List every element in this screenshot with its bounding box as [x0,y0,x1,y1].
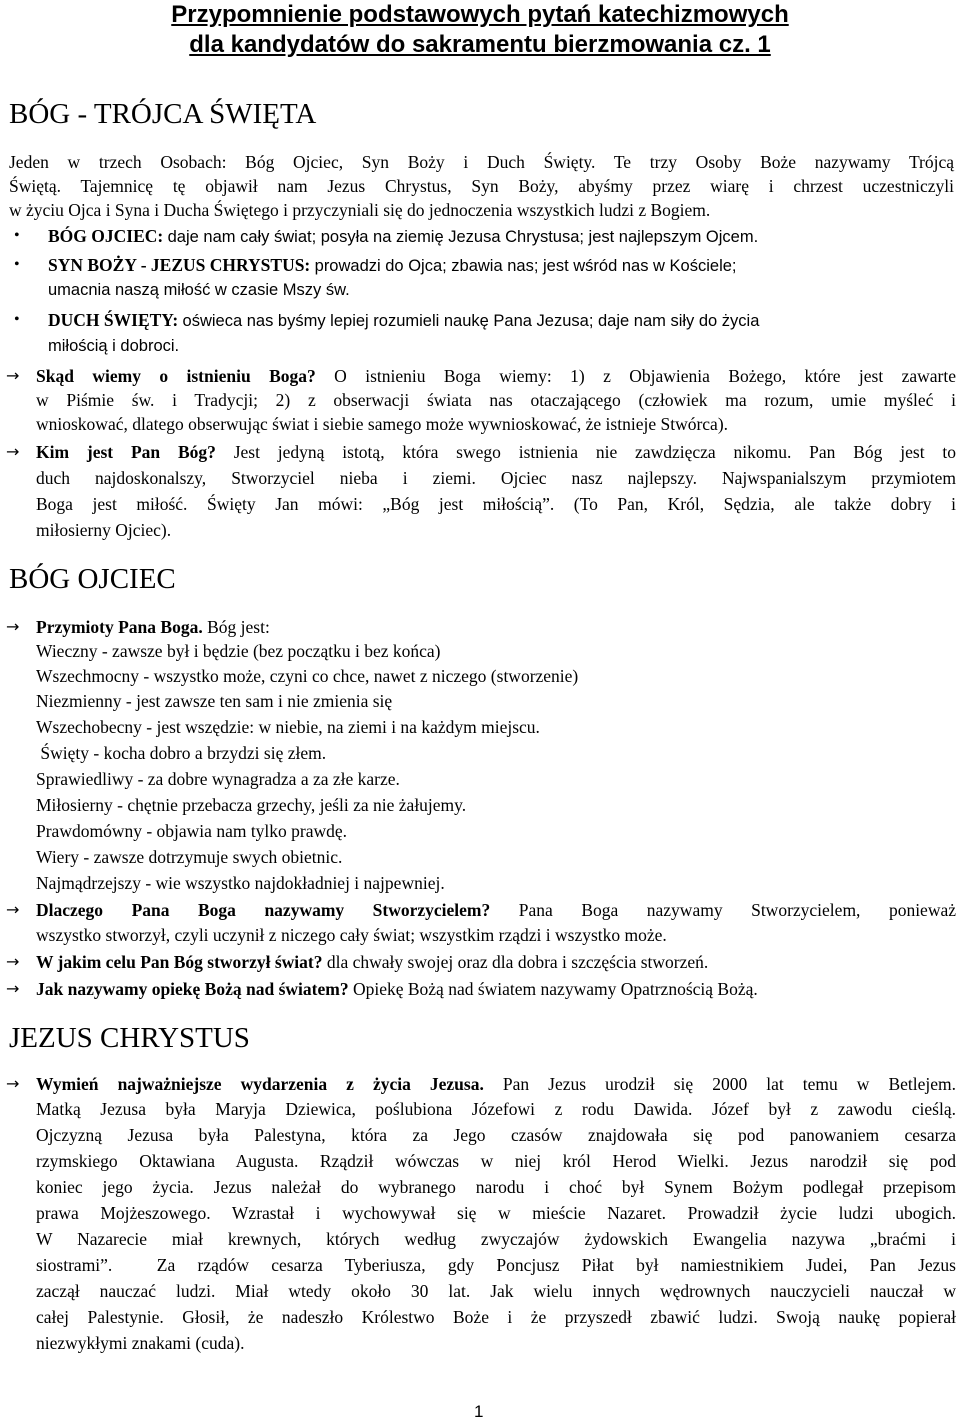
question-life-of-jesus-label: Wymień najważniejsze wydarzenia z życia Jezusa. [36,1074,484,1094]
document-title-line2: dla kandydatów do sakramentu bierzmowania cz. 1 [189,31,771,58]
question-life-of-jesus [36,1072,956,1096]
jesus-text-line: całej Palestynie. Głosił, że nadeszło Królestwo Boże i że przyszedł zbawić ludzi. Swoją naukę popierał [36,1307,956,1327]
trinity-intro-line1: Jeden w trzech Osobach: Bóg Ojciec, Syn Boży i Duch Święty. Te trzy Osoby Boże nazywamy Trójcą [9,152,954,172]
attribute-item: Niezmienny - jest zawsze ten sam i nie zmienia się [36,691,393,711]
question-who-is-god [36,440,956,464]
arrow-right-icon: → [6,366,20,385]
question-who-is-god-cont2: Boga jest miłość. Święty Jan mówi: „Bóg jest miłością”. (To Pan, Król, Sędzia, ale także dobry i [36,494,956,514]
question-providence-label: Jak nazywamy opiekę Bożą nad światem? [36,979,349,999]
trinity-intro-line3: w życiu Ojca i Syna i Ducha Świętego i przyczyniali się do jednoczenia wszystkich ludzi z Bogiem. [9,200,711,220]
document-title-line1: Przypomnienie podstawowych pytań katechizmowych [171,1,789,28]
jesus-text-line: W Nazarecie miał krewnych, których według zwyczajów żydowskich Ewangelia nazywa „braćmi i [36,1229,956,1249]
jesus-text-line: koniec jego życia. Jezus należał do wybranego narodu i choć był Synem Bożym podlegał przepisom [36,1177,956,1197]
bullet-father-text: daje nam cały świat; posyła na ziemię Jezusa Chrystusa; jest najlepszym Ojcem. [167,228,759,246]
page-number: 1 [474,1402,484,1421]
question-existence-cont2: wnioskować, dlatego obserwując świat i siebie samego może wywnioskować, że istnieje Stwórca). [36,414,729,434]
section-heading-jesus: JEZUS CHRYSTUS [9,1022,250,1054]
question-purpose-label: W jakim celu Pan Bóg stworzył świat? [36,952,323,972]
jesus-text-line: Matką Jezusa była Maryja Dziewica, poślubiona Józefowi z rodu Dawida. Józef był z zawodu cieślą. [36,1099,956,1119]
attribute-item: Prawdomówny - objawia nam tylko prawdę. [36,821,348,841]
question-attributes-label: Przymioty Pana Boga. [36,617,203,637]
question-creator-cont: wszystko stworzył, czyli uczynił z niczego cały świat; wszystkim rządzi i wszystko może. [36,925,667,945]
question-who-is-god-text: Jest jedyną istotą, która swego istnienia nie zawdzięcza nikomu. Pan Bóg jest to [233,442,957,462]
bullet-icon: • [14,227,20,244]
bullet-son [48,253,956,278]
jesus-text-line: rzymskiego Oktawiana Augusta. Rządził wówczas w niej król Herod Wielki. Jezus narodził się pod [36,1151,956,1171]
question-creator-text: Pana Boga nazywamy Stworzycielem, ponieważ [518,900,956,920]
question-creator [36,898,956,922]
attribute-item: Święty - kocha dobro a brzydzi się złem. [36,743,327,763]
question-purpose [36,950,956,974]
arrow-right-icon: → [6,900,20,919]
question-life-of-jesus-text: Pan Jezus urodził się 2000 lat temu w Betlejem. [502,1074,956,1094]
question-existence-label: Skąd wiemy o istnieniu Boga? [36,366,316,386]
trinity-intro-line2: Świętą. Tajemnicę tę objawił nam Jezus Chrystus, Syn Boży, abyśmy przez wiarę i chrzest uczestniczyli [9,176,954,196]
bullet-icon: • [14,311,20,328]
question-attributes-text: Bóg jest: [207,617,270,637]
attribute-item: Najmądrzejszy - wie wszystko najdokładniej i najpewniej. [36,873,445,893]
jesus-text-line: siostrami”. Za rządów cesarza Tyberiusza, gdy Poncjusz Piłat był namiestnikiem Judei, Pan Jezus [36,1255,956,1275]
section-heading-trinity: BÓG - TRÓJCA ŚWIĘTA [9,98,317,130]
bullet-father-label: BÓG OJCIEC: [48,226,164,246]
question-existence-cont1: w Piśmie św. i Tradycji; 2) z obserwacji świata nas otaczającego (człowiek ma rozum, umie myśleć i [36,390,956,410]
attribute-item: Wieczny - zawsze był i będzie (bez początku i bez końca) [36,641,441,661]
question-providence [36,977,956,1001]
attribute-item: Wszechmocny - wszystko może, czyni co chce, nawet z niczego (stworzenie) [36,666,579,686]
bullet-spirit-label: DUCH ŚWIĘTY: [48,310,179,330]
question-providence-text: Opiekę Bożą nad światem nazywamy Opatrznością Bożą. [352,979,758,999]
question-who-is-god-cont3: miłosierny Ojciec). [36,520,172,540]
jesus-text-line: prawa Mojżeszowego. Wzrastał i wychowywał się w mieście Nazaret. Prowadził życie ludzi ubogich. [36,1203,956,1223]
question-existence-text: O istnieniu Boga wiemy: 1) z Objawienia Bożego, które jest zawarte [334,366,957,386]
question-creator-label: Dlaczego Pana Boga nazywamy Stworzycielem? [36,900,491,920]
bullet-son-text-cont: umacnia naszą miłość w czasie Mszy św. [48,281,350,299]
arrow-right-icon: → [6,1074,20,1093]
arrow-right-icon: → [6,617,20,636]
arrow-right-icon: → [6,442,20,461]
arrow-right-icon: → [6,952,20,971]
attribute-item: Wszechobecny - jest wszędzie: w niebie, na ziemi i na każdym miejscu. [36,717,540,737]
arrow-right-icon: → [6,979,20,998]
question-who-is-god-cont1: duch najdoskonalszy, Stworzyciel nieba i ziemi. Ojciec nasz najlepszy. Najwspanialszym przymiotem [36,468,956,488]
question-who-is-god-label: Kim jest Pan Bóg? [36,442,216,462]
jesus-text-line: zaczął nauczać ludzi. Miał wtedy około 30 lat. Jak wielu innych wędrownych nauczycieli nauczał w [36,1281,956,1301]
attribute-item: Sprawiedliwy - za dobre wynagradza a za złe karze. [36,769,400,789]
question-attributes [36,615,956,639]
bullet-spirit-text-cont: miłością i dobroci. [48,337,180,355]
question-existence [36,364,956,388]
section-heading-father: BÓG OJCIEC [9,563,176,595]
bullet-icon: • [14,256,20,273]
bullet-spirit-text: oświeca nas byśmy lepiej rozumieli naukę Pana Jezusa; daje nam siły do życia [182,312,760,330]
attribute-item: Wiery - zawsze dotrzymuje swych obietnic. [36,847,343,867]
attribute-item: Miłosierny - chętnie przebacza grzechy, jeśli za nie żałujemy. [36,795,467,815]
bullet-father [48,224,956,249]
jesus-text-line: niezwykłymi znakami (cuda). [36,1333,245,1353]
bullet-spirit [48,308,956,333]
bullet-son-text: prowadzi do Ojca; zbawia nas; jest wśród nas w Kościele; [314,257,737,275]
question-purpose-text: dla chwały swojej oraz dla dobra i szczęścia stworzeń. [326,952,709,972]
bullet-son-label: SYN BOŻY - JEZUS CHRYSTUS: [48,255,311,275]
jesus-text-line: Ojczyzną Jezusa była Palestyna, która za Jego czasów znajdowała się pod panowaniem cesarza [36,1125,956,1145]
